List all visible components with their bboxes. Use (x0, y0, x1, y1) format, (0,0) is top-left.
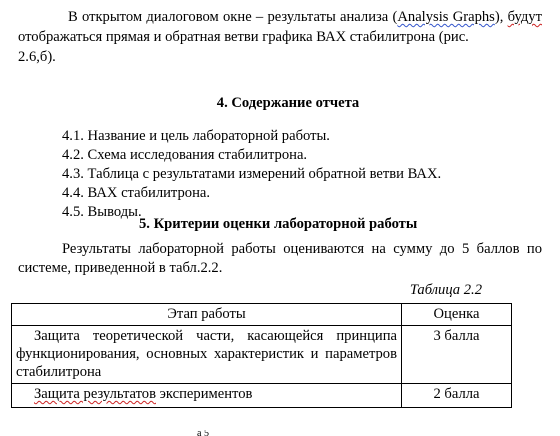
table-row (12, 326, 512, 384)
table-caption: Таблица 2.2 (409, 282, 482, 298)
list-item: 4.1. Название и цель лабораторной работы. (62, 128, 330, 144)
criteria-paragraph: Результаты лабораторной работы оцениваются на сумму до 5 баллов по системе, приведенной в табл.2.2. (18, 241, 542, 276)
table-cell-stage: Защита теоретической части, касающейся принципа функционирования, основных характеристик и параметров стабилитрона (12, 326, 402, 384)
table-header-row (12, 304, 512, 326)
list-item: 4.3. Таблица с результатами измерений обратной ветви ВАХ. (62, 166, 442, 182)
table-cell-score: 2 балла (402, 384, 512, 408)
cut-off-text-fragment: а 5 (197, 430, 209, 436)
intro-paragraph: В открытом диалоговом окне – результаты анализа (Analysis Graphs), будут отображаться прямая и обратная ветви графика ВАХ стабилитрона (рис. 2.6,б). (18, 9, 542, 65)
criteria-table (11, 303, 512, 408)
budut-word: будут (507, 9, 542, 25)
intro-paragraph-end: 2.6,б). (18, 49, 56, 65)
table-header-score: Оценка (402, 304, 512, 326)
stage-underlined-text: Защита результатов (34, 386, 156, 402)
section-5-heading: 5. Критерии оценки лабораторной работы (139, 216, 418, 232)
table-header-stage: Этап работы (12, 304, 402, 326)
list-item: 4.4. ВАХ стабилитрона. (62, 185, 211, 201)
list-item: 4.5. Выводы. (62, 204, 142, 220)
section-4-heading: 4. Содержание отчета (216, 95, 360, 111)
list-item: 4.2. Схема исследования стабилитрона. (62, 147, 308, 163)
report-contents-list (62, 127, 441, 222)
table-cell-score: 3 балла (402, 326, 512, 384)
table-row (12, 384, 512, 408)
analysis-graphs-term: Analysis Graphs (397, 9, 495, 25)
table-cell-stage: Защита результатов экспериментов (12, 384, 402, 408)
